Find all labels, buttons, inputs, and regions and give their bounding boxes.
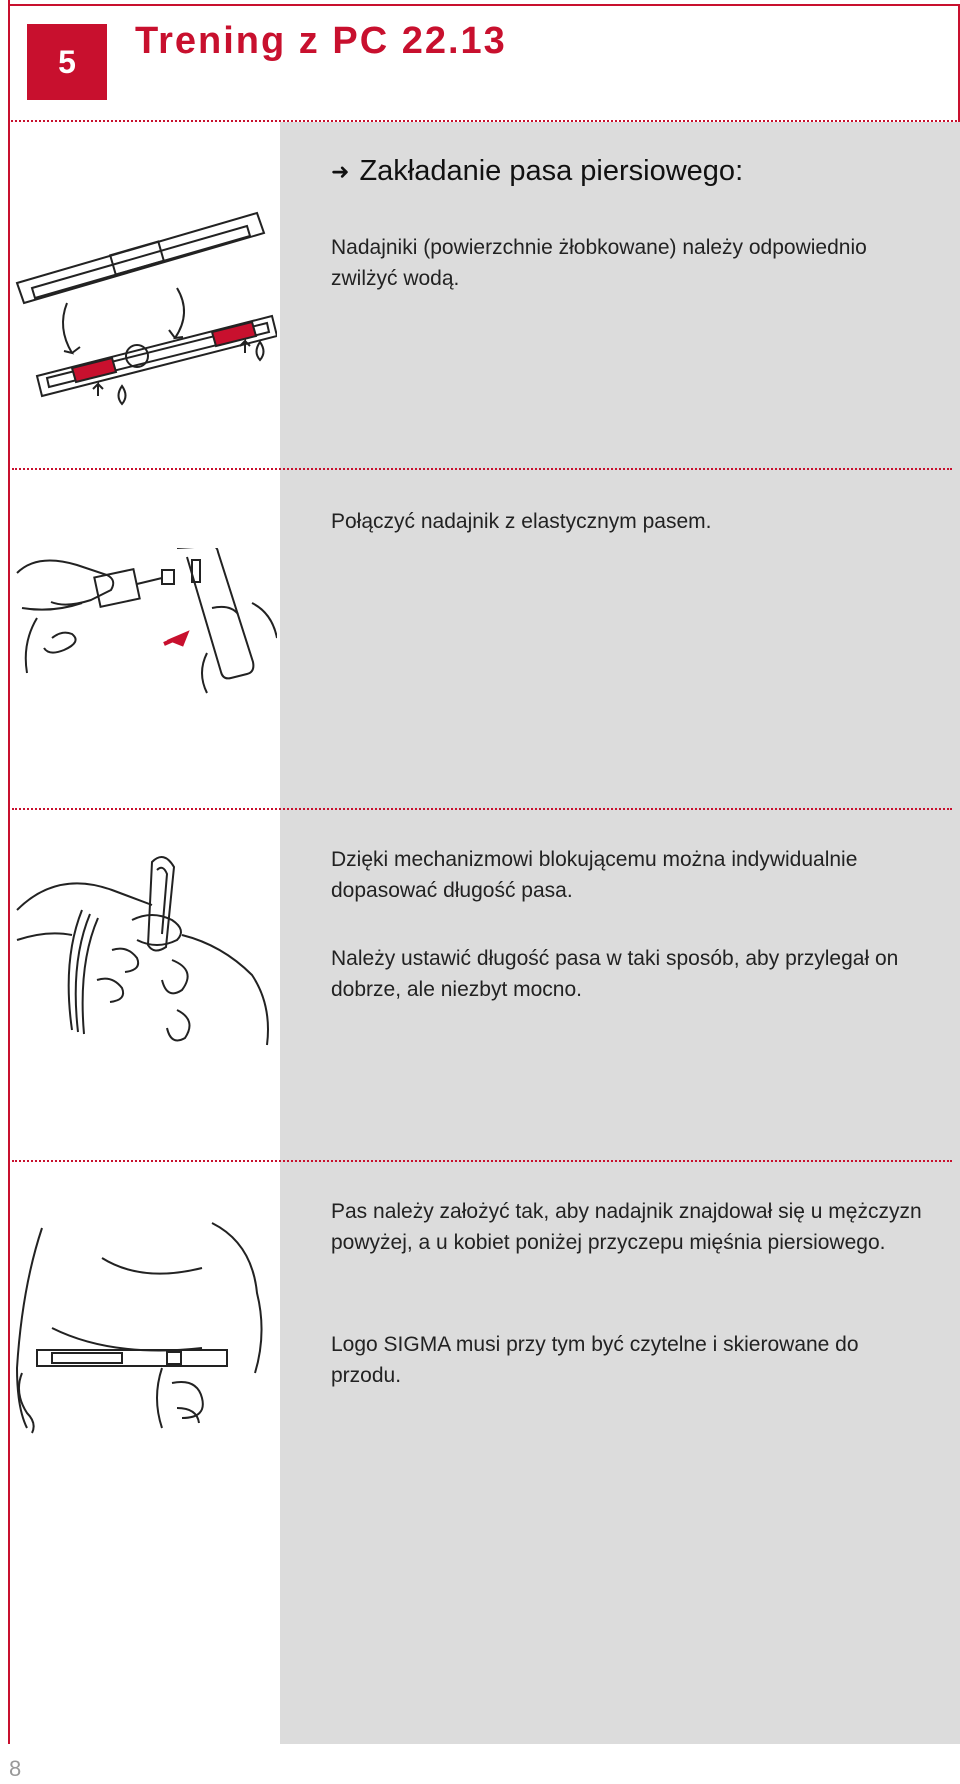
arrow-right-icon: ➜	[331, 158, 350, 184]
logo-orientation-text: Logo SIGMA musi przy tym być czytelne i skierowane do przodu.	[331, 1333, 859, 1387]
page-title: Trening z PC 22.13	[135, 20, 507, 62]
chest-strap-worn-illustration	[12, 1218, 277, 1438]
connect-text: Połączyć nadajnik z elastycznym pasem.	[331, 510, 712, 533]
section-heading	[331, 155, 743, 188]
connect-transmitter-illustration	[12, 548, 277, 698]
text-panel-background	[280, 122, 960, 1744]
page-number: 8	[9, 1756, 22, 1781]
adjust-length-text: Dzięki mechanizmowi blokującemu można indywidualnie dopasować długość pasa.	[331, 848, 858, 902]
chapter-number-badge: 5	[27, 24, 107, 100]
section-separator	[12, 1160, 952, 1162]
strap-position-text: Pas należy założyć tak, aby nadajnik znajdował się u mężczyzn powyżej, a u kobiet poniżej przyczepu mięśnia piersiowego.	[331, 1200, 922, 1254]
section-separator	[12, 468, 952, 470]
section-heading-label: Zakładanie pasa piersiowego:	[359, 155, 744, 187]
frame-left-line	[8, 0, 10, 1744]
tension-text: Należy ustawić długość pasa w taki sposób, aby przylegał on dobrze, ale niezbyt mocno.	[331, 947, 899, 1001]
chest-strap-moisten-illustration	[12, 208, 277, 408]
moisten-text: Nadajniki (powierzchnie żłobkowane) należy odpowiednio zwilżyć wodą.	[331, 236, 867, 290]
frame-top-line	[8, 4, 960, 6]
section-separator	[12, 808, 952, 810]
adjust-strap-illustration	[12, 850, 277, 1055]
